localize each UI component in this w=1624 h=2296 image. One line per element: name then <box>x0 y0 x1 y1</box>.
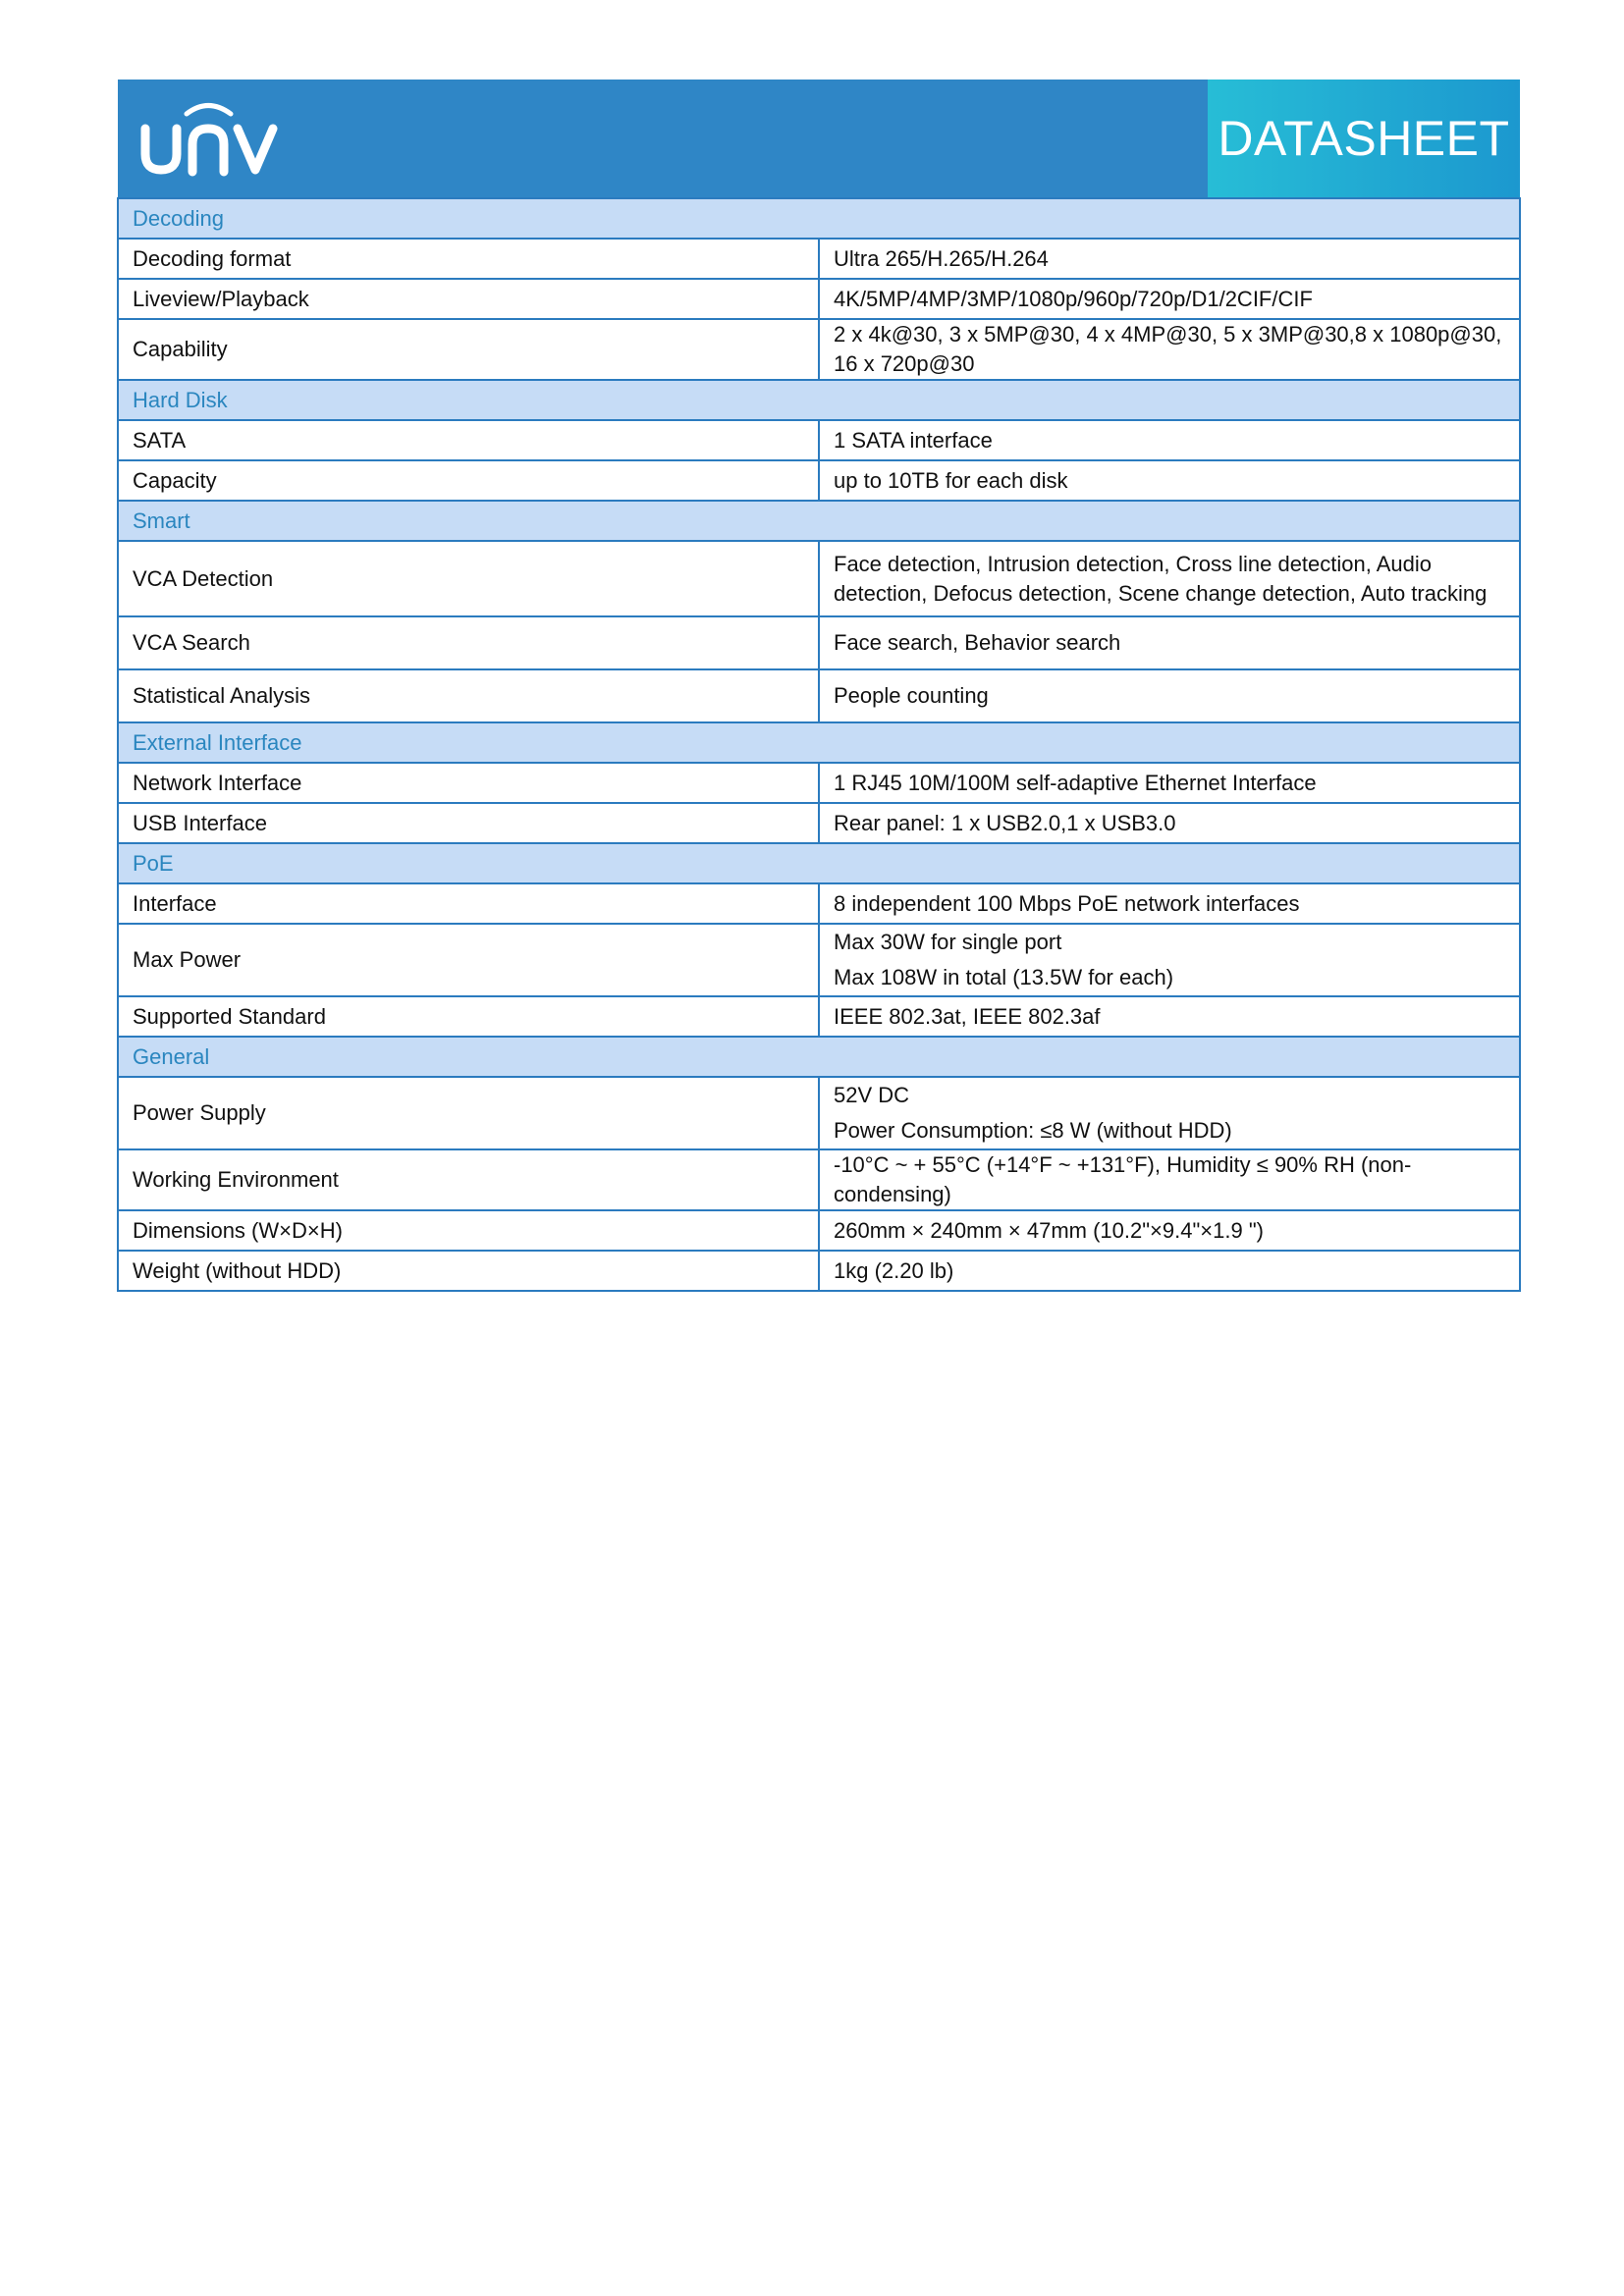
section-title: Decoding <box>118 198 1520 239</box>
datasheet-badge <box>1208 80 1520 197</box>
spec-value: 8 independent 100 Mbps PoE network interfaces <box>819 883 1520 924</box>
table-row <box>118 420 1520 460</box>
spec-value: Face search, Behavior search <box>819 616 1520 669</box>
section-poe <box>118 843 1520 883</box>
spec-label: SATA <box>118 420 819 460</box>
table-row <box>118 1149 1520 1210</box>
table-row <box>118 1077 1520 1149</box>
unv-logo <box>137 99 280 178</box>
datasheet-header <box>118 80 1520 197</box>
spec-value: 4K/5MP/4MP/3MP/1080p/960p/720p/D1/2CIF/CIF <box>819 279 1520 319</box>
spec-label: Power Supply <box>118 1077 819 1149</box>
table-row <box>118 996 1520 1037</box>
section-title: Smart <box>118 501 1520 541</box>
spec-value <box>819 1077 1520 1149</box>
spec-value: IEEE 802.3at, IEEE 802.3af <box>819 996 1520 1037</box>
spec-value: Ultra 265/H.265/H.264 <box>819 239 1520 279</box>
section-title: General <box>118 1037 1520 1077</box>
table-row <box>118 669 1520 722</box>
spec-label: Working Environment <box>118 1149 819 1210</box>
section-decoding <box>118 198 1520 239</box>
spec-value: Rear panel: 1 x USB2.0,1 x USB3.0 <box>819 803 1520 843</box>
table-row <box>118 803 1520 843</box>
spec-value: People counting <box>819 669 1520 722</box>
table-row <box>118 616 1520 669</box>
section-smart <box>118 501 1520 541</box>
spec-value <box>819 924 1520 996</box>
spec-label: Network Interface <box>118 763 819 803</box>
table-row <box>118 1210 1520 1251</box>
table-row <box>118 763 1520 803</box>
section-external-interface <box>118 722 1520 763</box>
section-hard-disk <box>118 380 1520 420</box>
spec-label: Interface <box>118 883 819 924</box>
datasheet-title: DATASHEET <box>1218 111 1510 166</box>
spec-label: Liveview/Playback <box>118 279 819 319</box>
section-title: Hard Disk <box>118 380 1520 420</box>
section-title: External Interface <box>118 722 1520 763</box>
spec-label: Decoding format <box>118 239 819 279</box>
spec-label: Weight (without HDD) <box>118 1251 819 1291</box>
spec-value-line: Max 108W in total (13.5W for each) <box>834 965 1174 989</box>
spec-label: VCA Detection <box>118 541 819 616</box>
spec-label: Capability <box>118 319 819 380</box>
section-title: PoE <box>118 843 1520 883</box>
spec-value: 1 RJ45 10M/100M self-adaptive Ethernet Interface <box>819 763 1520 803</box>
table-row <box>118 279 1520 319</box>
spec-label: VCA Search <box>118 616 819 669</box>
table-row <box>118 541 1520 616</box>
spec-label: Max Power <box>118 924 819 996</box>
table-row <box>118 924 1520 996</box>
spec-value: 1kg (2.20 lb) <box>819 1251 1520 1291</box>
table-row <box>118 239 1520 279</box>
spec-value: Face detection, Intrusion detection, Cross line detection, Audio detection, Defocus detection, Scene change detection, Auto tracking <box>819 541 1520 616</box>
table-row <box>118 319 1520 380</box>
spec-value: 260mm × 240mm × 47mm (10.2"×9.4"×1.9 ") <box>819 1210 1520 1251</box>
spec-label: Supported Standard <box>118 996 819 1037</box>
spec-table <box>117 197 1521 1292</box>
spec-label: Dimensions (W×D×H) <box>118 1210 819 1251</box>
spec-value-line: Power Consumption: ≤8 W (without HDD) <box>834 1118 1232 1143</box>
spec-label: USB Interface <box>118 803 819 843</box>
spec-label: Statistical Analysis <box>118 669 819 722</box>
section-general <box>118 1037 1520 1077</box>
table-row <box>118 460 1520 501</box>
spec-label: Capacity <box>118 460 819 501</box>
spec-value: 1 SATA interface <box>819 420 1520 460</box>
spec-value-line: 52V DC <box>834 1083 910 1107</box>
spec-value: 2 x 4k@30, 3 x 5MP@30, 4 x 4MP@30, 5 x 3MP@30,8 x 1080p@30, 16 x 720p@30 <box>819 319 1520 380</box>
table-row <box>118 883 1520 924</box>
spec-value: -10°C ~ + 55°C (+14°F ~ +131°F), Humidity ≤ 90% RH (non-condensing) <box>819 1149 1520 1210</box>
spec-value-line: Max 30W for single port <box>834 930 1062 954</box>
table-row <box>118 1251 1520 1291</box>
spec-value: up to 10TB for each disk <box>819 460 1520 501</box>
